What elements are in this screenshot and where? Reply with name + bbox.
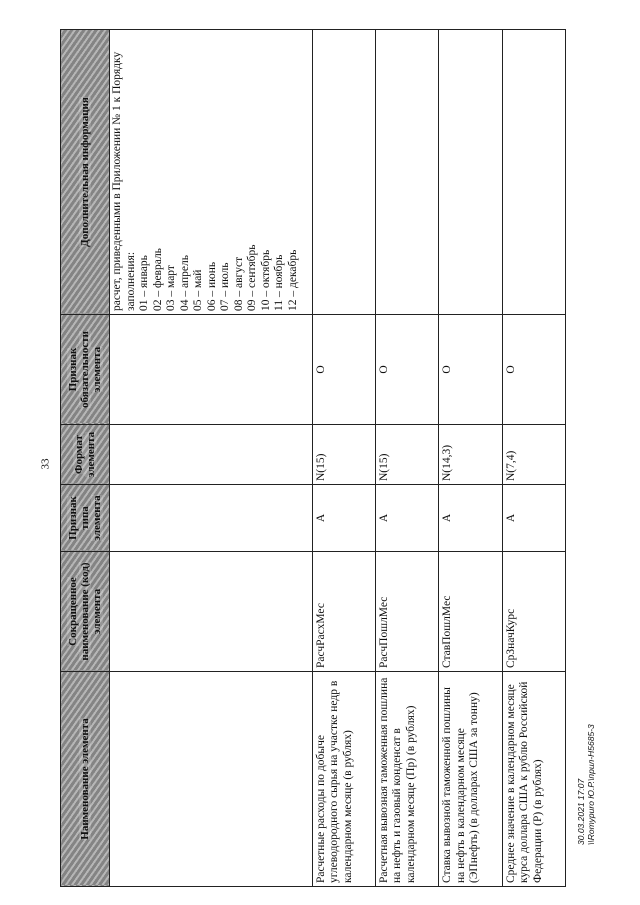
element-name-cell: Ставка вывозной таможенной пошлины на нефть в календарном месяце (ЭПнефть) (в долларах США за тонну) bbox=[439, 672, 502, 887]
table-row bbox=[439, 30, 502, 887]
print-stamp-path: \\Romypuro Ю.Р.\прил-H5685-3 bbox=[586, 724, 596, 845]
month-code-item: 06 – июнь bbox=[205, 261, 218, 311]
element-required-cell: О bbox=[439, 315, 502, 425]
table-row bbox=[375, 30, 438, 887]
month-codes-cell bbox=[110, 30, 313, 315]
month-codes-list bbox=[138, 33, 300, 311]
month-code-item: 09 – сентябрь bbox=[246, 244, 258, 311]
header-element-name: Наименование элемента bbox=[61, 672, 110, 887]
header-element-code: Сокращенное наименование (код) элемента bbox=[61, 552, 110, 672]
element-code-cell: СрЗначКурс bbox=[502, 552, 565, 672]
element-type-cell: А bbox=[375, 485, 438, 552]
table-cell bbox=[110, 315, 313, 425]
table-cell bbox=[110, 552, 313, 672]
element-type-cell: А bbox=[502, 485, 565, 552]
header-element-required: Признак обязательности элемента bbox=[61, 315, 110, 425]
element-format-cell: N(15) bbox=[312, 425, 375, 485]
table-cell bbox=[110, 425, 313, 485]
table-row-continuation bbox=[110, 30, 313, 887]
table-cell bbox=[110, 485, 313, 552]
month-codes-lead: расчет, приведенными в Приложении № 1 к Порядку заполнения: bbox=[111, 51, 137, 311]
element-required-cell: О bbox=[312, 315, 375, 425]
element-info-cell bbox=[439, 30, 502, 315]
table-cell bbox=[110, 672, 313, 887]
header-element-format: Формат элемента bbox=[61, 425, 110, 485]
element-code-cell: СтавПошлМес bbox=[439, 552, 502, 672]
month-code-item: 07 – июль bbox=[219, 262, 231, 311]
element-required-cell: О bbox=[502, 315, 565, 425]
element-required-cell: О bbox=[375, 315, 438, 425]
table-row bbox=[502, 30, 565, 887]
month-code-item: 08 – август bbox=[232, 256, 245, 311]
header-additional-info: Дополнительная информация bbox=[61, 30, 110, 315]
table-header-row bbox=[61, 30, 110, 887]
element-format-cell: N(7,4) bbox=[502, 425, 565, 485]
rotated-table-container bbox=[60, 30, 566, 887]
table-row bbox=[312, 30, 375, 887]
element-format-cell: N(15) bbox=[375, 425, 438, 485]
element-info-cell bbox=[312, 30, 375, 315]
header-element-type: Признак типа элемента bbox=[61, 485, 110, 552]
element-format-cell: N(14,3) bbox=[439, 425, 502, 485]
month-code-item: 02 – февраль bbox=[151, 248, 164, 311]
elements-table bbox=[60, 29, 566, 887]
month-code-item: 01 – январь bbox=[138, 255, 150, 311]
element-code-cell: РасчПошлМес bbox=[375, 552, 438, 672]
month-code-item: 03 – март bbox=[165, 265, 177, 311]
month-code-item: 05 – май bbox=[192, 269, 204, 311]
element-name-cell: Расчетные расходы по добыче углеводородного сырья на участке недр в календарном месяце (в рублях) bbox=[312, 672, 375, 887]
month-code-item: 04 – апрель bbox=[178, 255, 191, 311]
element-type-cell: А bbox=[312, 485, 375, 552]
month-code-item: 12 – декабрь bbox=[286, 249, 299, 311]
element-type-cell: А bbox=[439, 485, 502, 552]
month-code-item: 10 – октябрь bbox=[259, 249, 272, 311]
element-code-cell: РасчРасхМес bbox=[312, 552, 375, 672]
month-code-item: 11 – ноябрь bbox=[273, 254, 285, 311]
page-number: 33 bbox=[39, 458, 52, 470]
print-stamp-date: 30.03.2021 17:07 bbox=[576, 778, 586, 845]
element-info-cell bbox=[375, 30, 438, 315]
element-info-cell bbox=[502, 30, 565, 315]
element-name-cell: Среднее значение в календарном месяце курса доллара США к рублю Российской Федерации (Р) (в рублях) bbox=[502, 672, 565, 887]
element-name-cell: Расчетная вывозная таможенная пошлина на нефть и газовый конденсат в календарном месяце (Пр) (в рублях) bbox=[375, 672, 438, 887]
